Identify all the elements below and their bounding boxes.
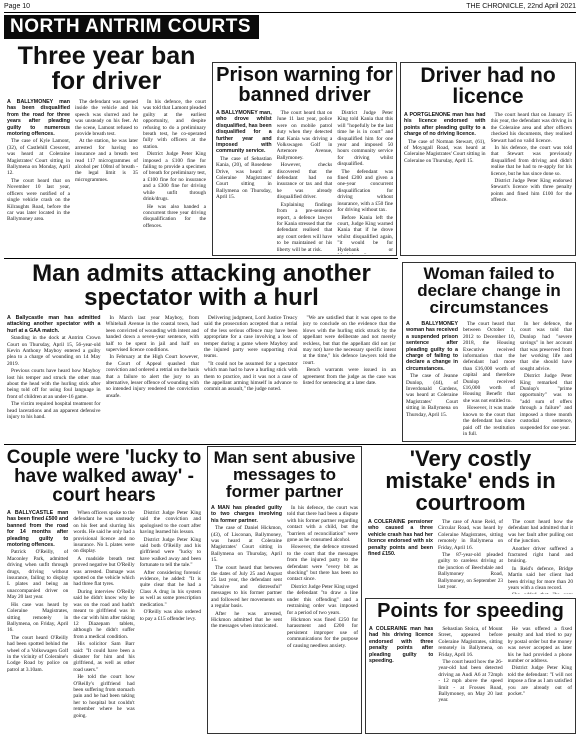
paragraph: In his defence, the court was told that Lamont pleaded guilty at the earliest opportunity, and despite refusing to do a preliminary breath test, he co-operated fully with officers at the station. (143, 99, 206, 150)
story-body (4, 97, 209, 247)
column (211, 505, 282, 734)
story-abusive-messages (207, 446, 362, 734)
story-body (4, 508, 204, 734)
column (369, 626, 433, 726)
lead-paragraph: A COLERAINE man has had his driving licence endorsed with three penalty points after pleading guilty to speeding. (369, 626, 434, 665)
column (7, 510, 68, 734)
headline: Man admits attacking another spectator with a hurl (32, 260, 371, 311)
paragraph: The case of Jeanne Dunlop, (44), of Inverdonald Gardens, was heard at Coleraine Magistrates' Court sitting in Ballymena on Thursday, April 15. (406, 373, 458, 418)
column (438, 519, 503, 594)
column (303, 315, 397, 431)
headline: Woman failed to declare change in circumstances (417, 264, 561, 317)
paragraph: The defendant was fined £200 and given a one-year concurrent disqualification for driving without insurance, with a £50 fine for driving without tax. (337, 168, 394, 214)
story-body (4, 313, 399, 433)
column (337, 110, 393, 254)
lead-paragraph: A BALLYMONEY woman has received a suspended prison sentence after pleading guilty to a charge of failing to declare a change in circumstances. (406, 321, 458, 372)
paragraph: The court heard that on November 10 last year, officers were notified of a single vehicle crash on the Kilraughts Road, before the car was later located in the Ballymoney area. (7, 177, 70, 223)
paragraph: The court heard how the defendant had admitted that it was her fault after pulling out of the junction. (508, 519, 573, 545)
paragraph: He was offered a fixed penalty and had tried to pay by postal order but the money was never accepted as later his he had provided a phone number or address. (507, 626, 572, 665)
paragraph: District Judge Peter King endorsed Stewart's licence with three penalty points and fined him £100 for the offence. (490, 178, 572, 204)
paragraph: The case of Sebastian Kania, (20), of Rosedene Drive, was heard at Coleraine Magistrates' Court sitting in Ballymena on Thursday, April 15. (216, 155, 272, 201)
paragraph: The case of Kyle Lamont, (32), of Castlehill Crescent, was heard at Coleraine Magistrates' Court sitting in Ballymena on Monday, April 12. (7, 138, 70, 177)
section-banner: NORTH ANTRIM COURTS (4, 15, 259, 39)
headline: Points for speeding (377, 600, 564, 622)
paragraph: The court heard that between October 1, 2012 to December 10, 2018, the Housing Executive received information that the defendant had more than £16,000 worth of capital and therefore Dunlop received £16,000 worth of Housing Benefit that she was not entitled to. (463, 321, 515, 404)
column (75, 99, 138, 245)
paragraph: The defendant was opened inside the vehicle and his speech was slurred and he was unsteady on his feet. At the scene, Lamont refused to provide breath test. (75, 99, 138, 138)
story-prison-warning (212, 62, 397, 256)
paragraph: The case of Norman Stewart, (61), of Moyagall Road, was heard at Coleraine Magistrates' Court sitting in Coleraine on Thursday, April 15. (404, 138, 486, 164)
paragraph: The victim required hospital treatment for head lacerations and an apparent defensive injury to his hand. (7, 401, 101, 421)
story-no-licence (400, 62, 576, 256)
paragraph: District Judge Peter King told Kania that this will "hopefully be the last time he is in court" and disqualified him for one year and imposed 50 hours community service for driving whilst disqualified. (337, 110, 394, 168)
column (143, 99, 206, 245)
paragraph: However, it was made known to the court that the defendant has since paid off the restitution in full. (463, 405, 515, 437)
headline: Man sent abusive messages to former partner (213, 448, 356, 501)
lead-paragraph: A BALLYCASTLE man has been fined £500 and banned from the road for 14 months after pleading guilty to motoring offences. (7, 510, 69, 549)
column (438, 626, 502, 726)
story-change-in-circumstances (402, 262, 576, 442)
column (7, 315, 101, 431)
headline: Prison warning for banned driver (216, 64, 393, 106)
paragraph: District Judge Peter King imposed a £100 fine for failing to provide a specimen of breath for preliminary test, a £100 fine for no insurance and a £300 fine for driving while unfit through drink/drugs. (143, 151, 206, 203)
paragraph: The court heard O'Reilly had been spotted behind the wheel of a Volkswagen Golf in the vicinity of Coleraine's Lodge Road by police on patrol at 3.10am. (7, 634, 69, 673)
paragraph: District Judge Peter King said the conviction and apologised to the court after having learned his lesson. (139, 510, 201, 536)
paragraph: In her defence, the court was told that Dunlop had "severe savings" in her account that was preserved from her working life and that she should have sought advice. (520, 321, 572, 372)
lead-paragraph: A BALLYMONEY man, who drove whilst disqualified, has been disqualified for a further year and imposed with community service. (216, 110, 272, 155)
paragraph: District Judge Peter King said both O'Reilly and his girlfriend were "lucky to have walked away and been fortunate to tell the tale." (139, 536, 201, 569)
masthead: THE CHRONICLE, 22nd April 2021 (466, 3, 576, 10)
story-body (366, 624, 575, 728)
paragraph: District Judge Peter King urged the defendant "to draw a line under this offending" and a restraining order was imposed for a period of two years. (287, 583, 358, 616)
column (140, 510, 201, 734)
paragraph: A roadside breath test proved negative but O'Reilly was arrested. Damage was spotted on the vehicle which had three flat tyres. (73, 555, 135, 588)
story-points-for-speeding (365, 598, 576, 734)
paragraph: Patrick O'Reilly, of Maconley Park, admitted driving when unfit through drugs, driving without insurance, failing to display L plates and being an unaccompanied driver on May 20 last year. (7, 549, 69, 601)
paragraph: During interview O'Reilly said he didn't know why he was on the road and hadn't meant to girlfriend was in the car with him after taking 12 Diazepam tablets, although he didn't suffer from a medical condition. (73, 588, 135, 640)
paragraph: Previous courts have heard how Mayboy lost his temper and struck the other man about the head with the hurling stick after being told off for using foul language in front of children at an under-16 game. (7, 368, 101, 400)
paragraph: When officers spoke to the defendant he was unsteady on his feet and slurring his words. He said he only had a provisional licence and no insurance. No L plates were on display. (73, 510, 135, 555)
divider (4, 444, 576, 445)
column (7, 99, 70, 245)
paragraph: His solicitor Sam Barr said: "It could have been a disaster for him and his girlfriend, as well as other road users." (73, 641, 135, 673)
paragraph: Hickmon was fined £250 for harassment and £200 for persistent improper use of communications for the purpose of causing needless anxiety. (287, 616, 358, 649)
story-couple-lucky (4, 446, 204, 734)
paragraph: The court heard that between the dates of July 25 and August 25 last year, the defendant sent "abusive and distressful" messages to his former partner and followed her movements on a regular basis. (211, 564, 282, 610)
story-body (403, 319, 575, 439)
lead-paragraph: A PORTGLENONE man has had his licence endorsed with points after pleading guilty to a charge of no driving licence. (404, 112, 486, 138)
paragraph (508, 592, 573, 594)
column (287, 505, 358, 734)
column (520, 321, 572, 437)
lead-paragraph: A BALLYMONEY man has been disqualified from the road for three years after pleading guilty to numerous motoring offences. (7, 99, 70, 138)
paragraph: In Reid's defence, Bridge Martin said her client had been driving for more than 20 years with a clean record. (508, 565, 573, 592)
column (106, 315, 200, 431)
paragraph: The court heard that on June 11 last year, police were on mobile patrol duty when they detected that Kania was driving a Volkswagen Golf in Artemore Avenue, Ballymoney. (276, 110, 333, 161)
divider (4, 258, 398, 259)
paragraph: The 87-year-old pleaded guilty to careless driving at the junction of Beechdale and Ballymoney Road, Ballymoney, on September 23 last year. (438, 552, 503, 591)
lead-paragraph: A Ballycastle man has admitted attacking another spectator with a hurl at a GAA match. (7, 315, 101, 334)
column (508, 626, 572, 726)
paragraph: However, the defence stressed to the court that the messages from the injured party to the defendant were "every bit as shocking" but there has been no contact since. (287, 544, 358, 583)
paragraph: His case was heard by Coleraine Magistrates, sitting remotely in Ballymena, on Friday, April 16. (7, 601, 69, 634)
story-body (365, 517, 576, 594)
story-three-year-ban (4, 42, 209, 256)
paragraph: Delivering judgment, Lord Justice Treacy said the prosecution accepted that a retrial of the less serious offence may have been appropriate for a case involving a loss of temper during a game where Mayboy and the injured party were supporting rival teams. (204, 315, 298, 360)
story-hurl-attack (4, 260, 399, 442)
paragraph: At the station, he was later arrested for having no insurance and a breath test read 117 microgrammes of alcohol per 100ml of breath - the legal limit is 35 microgrammes. (75, 138, 138, 183)
column (73, 510, 134, 734)
headline: Three year ban for driver (17, 42, 196, 95)
paragraph: Before Kania left the court, Judge King warned Kania that if he drove whilst disqualified again, "it would be for Hydebank or (337, 214, 394, 253)
story-body (213, 108, 396, 256)
paragraph: However, checks discovered that the defendant had no insurance or tax and that he was already disqualified driver. (276, 162, 333, 201)
paragraph: Bench warrants were issued in an agreement from the judge as the case was listed for sentencing at a later date. (302, 367, 396, 387)
paragraph: The case of Anne Reid, of Circular Road, was heard by Coleraine Magistrates, sitting remotely in Ballymena on Friday, April 16. (438, 519, 503, 551)
lead-paragraph: A MAN has pleaded guilty to two charges involving his former partner. (211, 505, 282, 524)
column (404, 112, 486, 256)
paragraph: "It could not be assumed for a spectator which man had to have a hurling stick with them to practice, and it was not a case of the appellant arming himself in advance to commit an assault," the judge noted. (204, 360, 298, 393)
column (277, 110, 333, 254)
headline: 'Very costly mistake' ends in courtroom (385, 446, 556, 515)
page-number: Page 10 (4, 3, 31, 10)
column (204, 315, 298, 431)
paragraph: District Judge Peter King told the defendant: "I will not impose a fine as I am satisfied you are already out of pocket." (507, 665, 572, 698)
paragraph: In his defence, the court was told that there had been a dispute with his former partner regarding contact with a child, but the "barriers of reconciliation" were gone as he consumed alcohol. (287, 505, 358, 544)
story-costly-mistake (365, 446, 576, 594)
paragraph: The court heard how the 26-year-old had been detected driving an Audi A6 at 72mph - 12 mph above the speed limit - at Frosses Road, Ballymoney, on May 20 last year. (438, 659, 503, 704)
paragraph: Sebastian Stoica, of Mount Street, appeared before Coleraine Magistrates, sitting remotely in Ballymena, on Friday, April 16. (438, 626, 503, 658)
story-body (401, 110, 575, 256)
paragraph: In March last year Mayboy, from Whitehall Avenue in the coastal town, had been convicted of wounding with intent and handed down a seven-year sentence, with half to be spent in jail and half on supervised licence conditions. (105, 315, 199, 354)
column (368, 519, 433, 594)
paragraph: He told the court how O'Reilly's girlfriend had been suffering from stomach pain and he had been taking her to hospital but couldn't remember where he was going. (73, 674, 135, 719)
column (216, 110, 272, 254)
paragraph: He was also handed a concurrent three year driving disqualification for the offences. (143, 203, 206, 229)
paragraph: The case of Daniel Hickmon, (43), of Lisconan, Ballymoney, was heard at Coleraine Magistrates' Court sitting in Ballymena on Thursday, April 15. (211, 525, 282, 564)
paragraph: After he was arrested, Hickmon admitted that he sent the messages when intoxicated. (211, 610, 282, 630)
paragraph: O'Reilly was also ordered to pay a £15 offender levy. (139, 609, 201, 622)
paragraph: District Judge Peter King remarked that Dunlop's "prime opportunity" was to "add sum of offers through a failure" and imposed a three month custodial sentence, suspended for one year. (520, 373, 572, 431)
column (508, 519, 573, 594)
lead-paragraph: A COLERAINE pensioner who caused a three vehicle crash has had her licence endorsed with six penalty points and been fined £150. (368, 519, 433, 558)
headline: Couple were 'lucky to have walked away' - court hears (6, 447, 202, 506)
column (463, 321, 515, 437)
column (406, 321, 458, 437)
headline: Driver had no licence (420, 64, 556, 108)
paragraph: Standing in the dock at Antrim Crown Court on Thursday, April 15, 56-year-old Kevin Anthony Mayboy entered a guilty plea to a charge of wounding on 14 May 2019. (7, 335, 101, 367)
paragraph: The court heard that on January 15 this year, the defendant was driving in the Coleraine area and after officers checked his documents, they realised Stewart had no valid licence. (490, 112, 572, 144)
page-header (4, 2, 576, 13)
paragraph: In February at the High Court however, the Court of Appeal quashed that conviction and ordered a retrial on the basis that a failure to alert the jury to an alternative, lesser offence of wounding with no intended injury rendered the conviction unsafe. (105, 354, 199, 399)
paragraph: "We are satisfied that it was open to the jury to conclude on the evidence that the blows with the hurling stick struck by the appellant were deliberate and not merely reckless, but that the appellant did not (or may not) have the necessary specific intent at the time," his defence lawyers told the court. (302, 315, 396, 366)
paragraph: Explaining findings from a pre-sentence report, a defence lawyer for Kania stressed that the defendant realised that any court orders will have to be maintained or his liberty will be at risk. (276, 201, 333, 253)
story-body (208, 503, 361, 734)
paragraph: Another driver suffered a fractured right hand and bruising. (508, 545, 573, 565)
paragraph: After considering forensic evidence, he added: "It is quite clear that he had a Class A drug in his system as well as some prescription medication." (139, 569, 201, 608)
paragraph: In his defence, the court was told that Stewart was previously disqualified from driving and didn't realise that he had to re-apply for his licence, but he has since done so. (490, 145, 572, 177)
column (491, 112, 573, 256)
